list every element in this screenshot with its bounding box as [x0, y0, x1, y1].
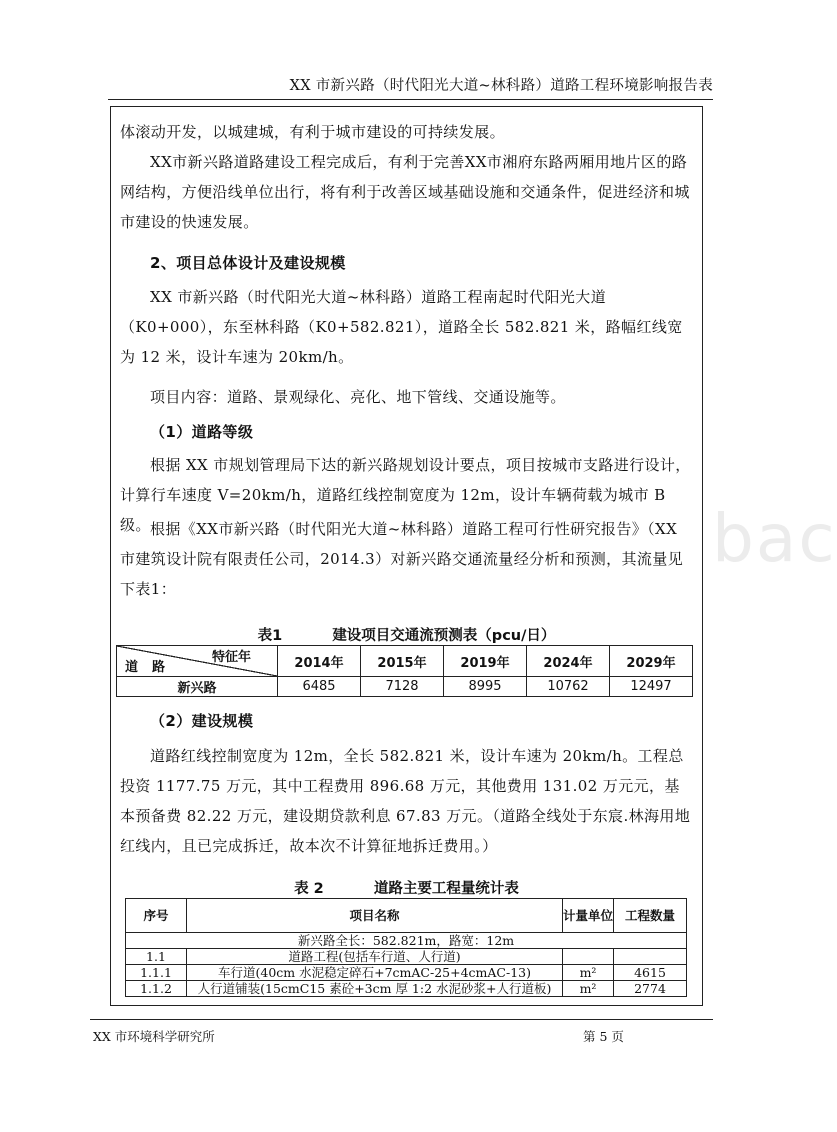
row-item-name: 人行道铺装(15cmC15 素砼+3cm 厚 1:2 水泥砂浆+人行道板) [187, 981, 563, 997]
traffic-value-cell: 12497 [610, 677, 693, 697]
table-row [126, 949, 687, 965]
traffic-forecast-table [116, 645, 693, 697]
table2-header-row [126, 899, 687, 933]
table1-caption-number: 表1 [257, 628, 283, 644]
header-rule [108, 99, 713, 100]
watermark: bac [712, 500, 837, 577]
year-header: 2014年 [278, 646, 361, 677]
row-quantity [614, 949, 687, 965]
road-name-cell: 新兴路 [117, 677, 278, 697]
row-unit: m² [563, 965, 614, 981]
paragraph-grade: 根据 XX 市规划管理局下达的新兴路规划设计要点，项目按城市支路进行设计，计算行车速度 V=20km/h，道路红线控制宽度为 12m，设计车辆荷载为城市 B 级。 [120, 456, 691, 534]
row-number: 1.1 [126, 949, 187, 965]
row-unit: m² [563, 981, 614, 997]
corner-label-road: 道路 [125, 660, 180, 675]
header-item-name: 项目名称 [187, 899, 563, 933]
paragraph-continuation: 体滚动开发，以城建城，有利于城市建设的可持续发展。 [120, 123, 506, 141]
subsection-heading-grade: （1）道路等级 [150, 423, 254, 441]
page-number: 第 5 页 [583, 1029, 624, 1044]
document-header: XX 市新兴路（时代阳光大道~林科路）道路工程环境影响报告表 [289, 78, 713, 94]
table2-caption [111, 877, 702, 898]
paragraph-network: XX市新兴路道路建设工程完成后，有利于完善XX市湘府东路两厢用地片区的路网结构，方便沿线单位出行，将有利于改善区域基础设施和交通条件，促进经济和城市建设的快速发展。 [120, 153, 690, 231]
table1-caption [111, 624, 702, 645]
table-row [126, 965, 687, 981]
row-unit [563, 949, 614, 965]
traffic-value-cell: 7128 [361, 677, 444, 697]
row-number: 1.1.2 [126, 981, 187, 997]
row-number: 1.1.1 [126, 965, 187, 981]
row-item-name: 道路工程(包括车行道、人行道) [187, 949, 563, 965]
header-unit: 计量单位 [563, 899, 614, 933]
table2-caption-title: 道路主要工程量统计表 [373, 881, 519, 897]
table2-caption-number: 表 2 [294, 881, 324, 897]
paragraph-traffic: 根据《XX市新兴路（时代阳光大道~林科路）道路工程可行性研究报告》（XX市建筑设计院有限责任公司，2014.3）对新兴路交通流量经分析和预测，其流量见下表1： [120, 520, 684, 598]
year-header: 2024年 [527, 646, 610, 677]
content-frame [110, 106, 703, 1006]
year-header: 2015年 [361, 646, 444, 677]
paragraph-content: 项目内容：道路、景观绿化、亮化、地下管线、交通设施等。 [150, 388, 566, 406]
header-number: 序号 [126, 899, 187, 933]
section-heading: 2、项目总体设计及建设规模 [150, 254, 346, 272]
row-quantity: 4615 [614, 965, 687, 981]
quantity-table [125, 898, 687, 997]
table2-summary-row [126, 933, 687, 949]
paragraph-scale: 道路红线控制宽度为 12m，全长 582.821 米，设计车速为 20km/h。工程总投资 1177.75 万元，其中工程费用 896.68 万元，其他费用 131.02 万元元，基本预备费 82.22 万元，建设期贷款利息 67.83 万元。（道路全线处于东宸.林海用地红线内，且已完成拆迁，故本次不计算征地拆迁费用。） [120, 747, 691, 855]
row-item-name: 车行道(40cm 水泥稳定碎石+7cmAC-25+4cmAC-13) [187, 965, 563, 981]
year-header: 2029年 [610, 646, 693, 677]
corner-label-year: 特征年 [211, 650, 251, 665]
paragraph-overview: XX 市新兴路（时代阳光大道~林科路）道路工程南起时代阳光大道（K0+000），东至林科路（K0+582.821），道路全长 582.821 米，路幅红线宽为 12 米，设计车速为 20km/h。 [120, 288, 683, 366]
table1-corner-cell [117, 646, 278, 677]
table1-header-row [117, 646, 693, 677]
table1-data-row [117, 677, 693, 697]
traffic-value-cell: 6485 [278, 677, 361, 697]
table1-caption-title: 建设项目交通流预测表（pcu/日） [332, 628, 556, 644]
header-quantity: 工程数量 [614, 899, 687, 933]
footer-organization: XX 市环境科学研究所 [93, 1029, 215, 1044]
traffic-value-cell: 8995 [444, 677, 527, 697]
summary-cell: 新兴路全长：582.821m，路宽：12m [126, 933, 687, 949]
table-row [126, 981, 687, 997]
year-header: 2019年 [444, 646, 527, 677]
row-quantity: 2774 [614, 981, 687, 997]
subsection-heading-scale: （2）建设规模 [150, 712, 254, 730]
footer-rule [90, 1019, 713, 1020]
traffic-value-cell: 10762 [527, 677, 610, 697]
